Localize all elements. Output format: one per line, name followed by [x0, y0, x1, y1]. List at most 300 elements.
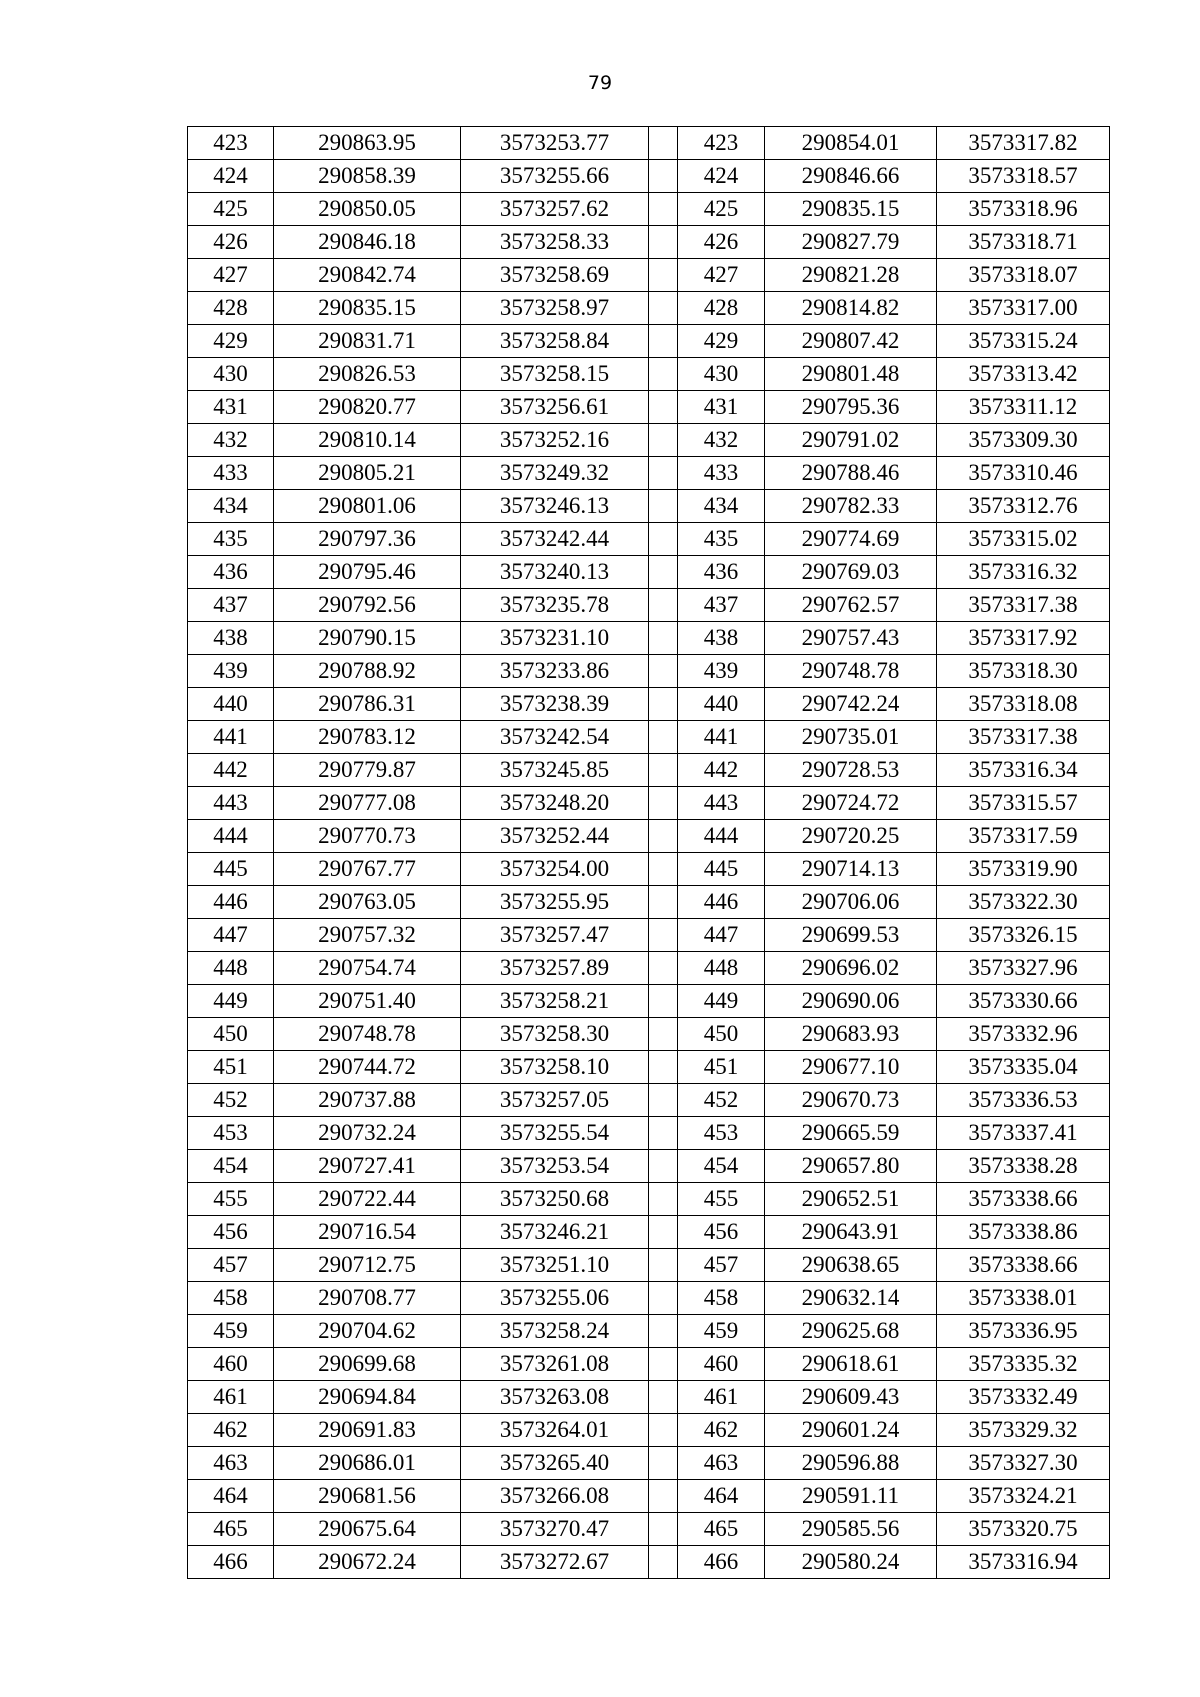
- right-point-id-cell: 439: [678, 655, 765, 688]
- left-x-coordinate-cell: 290783.12: [274, 721, 461, 754]
- left-x-coordinate-cell: 290779.87: [274, 754, 461, 787]
- right-point-id-cell: 461: [678, 1381, 765, 1414]
- table-row: [188, 424, 1110, 457]
- left-point-id-cell: 454: [188, 1150, 274, 1183]
- right-point-id-cell: 444: [678, 820, 765, 853]
- right-y-coordinate-cell: 3573316.94: [937, 1546, 1110, 1579]
- left-x-coordinate-cell: 290694.84: [274, 1381, 461, 1414]
- left-point-id-cell: 460: [188, 1348, 274, 1381]
- left-point-id-cell: 462: [188, 1414, 274, 1447]
- table-row: [188, 1480, 1110, 1513]
- right-x-coordinate-cell: 290728.53: [765, 754, 937, 787]
- right-point-id-cell: 465: [678, 1513, 765, 1546]
- table-row: [188, 688, 1110, 721]
- separator-cell: [649, 1513, 678, 1546]
- left-x-coordinate-cell: 290810.14: [274, 424, 461, 457]
- table-row: [188, 523, 1110, 556]
- right-point-id-cell: 459: [678, 1315, 765, 1348]
- right-x-coordinate-cell: 290769.03: [765, 556, 937, 589]
- left-x-coordinate-cell: 290770.73: [274, 820, 461, 853]
- right-y-coordinate-cell: 3573320.75: [937, 1513, 1110, 1546]
- right-x-coordinate-cell: 290720.25: [765, 820, 937, 853]
- table-row: [188, 358, 1110, 391]
- left-point-id-cell: 442: [188, 754, 274, 787]
- left-point-id-cell: 445: [188, 853, 274, 886]
- left-y-coordinate-cell: 3573242.54: [461, 721, 649, 754]
- table-row: [188, 490, 1110, 523]
- left-x-coordinate-cell: 290835.15: [274, 292, 461, 325]
- right-y-coordinate-cell: 3573313.42: [937, 358, 1110, 391]
- table-row: [188, 1084, 1110, 1117]
- right-y-coordinate-cell: 3573318.96: [937, 193, 1110, 226]
- left-x-coordinate-cell: 290727.41: [274, 1150, 461, 1183]
- right-x-coordinate-cell: 290657.80: [765, 1150, 937, 1183]
- left-y-coordinate-cell: 3573256.61: [461, 391, 649, 424]
- left-y-coordinate-cell: 3573257.62: [461, 193, 649, 226]
- right-point-id-cell: 447: [678, 919, 765, 952]
- right-point-id-cell: 451: [678, 1051, 765, 1084]
- table-row: [188, 1051, 1110, 1084]
- separator-cell: [649, 820, 678, 853]
- right-y-coordinate-cell: 3573332.96: [937, 1018, 1110, 1051]
- right-x-coordinate-cell: 290696.02: [765, 952, 937, 985]
- right-y-coordinate-cell: 3573317.59: [937, 820, 1110, 853]
- left-y-coordinate-cell: 3573258.15: [461, 358, 649, 391]
- right-y-coordinate-cell: 3573315.24: [937, 325, 1110, 358]
- separator-cell: [649, 1150, 678, 1183]
- table-row: [188, 1348, 1110, 1381]
- left-y-coordinate-cell: 3573257.47: [461, 919, 649, 952]
- right-point-id-cell: 443: [678, 787, 765, 820]
- left-y-coordinate-cell: 3573258.69: [461, 259, 649, 292]
- left-point-id-cell: 438: [188, 622, 274, 655]
- separator-cell: [649, 1480, 678, 1513]
- right-y-coordinate-cell: 3573311.12: [937, 391, 1110, 424]
- left-x-coordinate-cell: 290795.46: [274, 556, 461, 589]
- separator-cell: [649, 787, 678, 820]
- right-point-id-cell: 426: [678, 226, 765, 259]
- right-y-coordinate-cell: 3573319.90: [937, 853, 1110, 886]
- left-y-coordinate-cell: 3573252.16: [461, 424, 649, 457]
- left-y-coordinate-cell: 3573264.01: [461, 1414, 649, 1447]
- separator-cell: [649, 1315, 678, 1348]
- separator-cell: [649, 1216, 678, 1249]
- left-y-coordinate-cell: 3573238.39: [461, 688, 649, 721]
- left-y-coordinate-cell: 3573258.10: [461, 1051, 649, 1084]
- right-y-coordinate-cell: 3573338.86: [937, 1216, 1110, 1249]
- left-x-coordinate-cell: 290826.53: [274, 358, 461, 391]
- right-point-id-cell: 452: [678, 1084, 765, 1117]
- table-row: [188, 1315, 1110, 1348]
- separator-cell: [649, 1381, 678, 1414]
- right-y-coordinate-cell: 3573317.38: [937, 589, 1110, 622]
- left-y-coordinate-cell: 3573255.54: [461, 1117, 649, 1150]
- table-row: [188, 160, 1110, 193]
- left-y-coordinate-cell: 3573249.32: [461, 457, 649, 490]
- left-point-id-cell: 437: [188, 589, 274, 622]
- right-point-id-cell: 423: [678, 127, 765, 160]
- left-y-coordinate-cell: 3573261.08: [461, 1348, 649, 1381]
- coordinates-table: [187, 126, 1110, 1579]
- right-x-coordinate-cell: 290677.10: [765, 1051, 937, 1084]
- table-row: [188, 391, 1110, 424]
- left-y-coordinate-cell: 3573245.85: [461, 754, 649, 787]
- right-y-coordinate-cell: 3573338.28: [937, 1150, 1110, 1183]
- left-y-coordinate-cell: 3573272.67: [461, 1546, 649, 1579]
- left-x-coordinate-cell: 290846.18: [274, 226, 461, 259]
- right-x-coordinate-cell: 290846.66: [765, 160, 937, 193]
- left-x-coordinate-cell: 290858.39: [274, 160, 461, 193]
- right-x-coordinate-cell: 290748.78: [765, 655, 937, 688]
- left-x-coordinate-cell: 290737.88: [274, 1084, 461, 1117]
- table-row: [188, 226, 1110, 259]
- separator-cell: [649, 490, 678, 523]
- left-x-coordinate-cell: 290722.44: [274, 1183, 461, 1216]
- left-y-coordinate-cell: 3573255.06: [461, 1282, 649, 1315]
- table-row: [188, 1546, 1110, 1579]
- left-y-coordinate-cell: 3573265.40: [461, 1447, 649, 1480]
- left-point-id-cell: 464: [188, 1480, 274, 1513]
- right-point-id-cell: 435: [678, 523, 765, 556]
- right-y-coordinate-cell: 3573318.57: [937, 160, 1110, 193]
- left-x-coordinate-cell: 290686.01: [274, 1447, 461, 1480]
- left-point-id-cell: 425: [188, 193, 274, 226]
- right-x-coordinate-cell: 290665.59: [765, 1117, 937, 1150]
- left-y-coordinate-cell: 3573233.86: [461, 655, 649, 688]
- page-number: 79: [587, 72, 613, 94]
- right-y-coordinate-cell: 3573322.30: [937, 886, 1110, 919]
- right-x-coordinate-cell: 290854.01: [765, 127, 937, 160]
- left-y-coordinate-cell: 3573242.44: [461, 523, 649, 556]
- separator-cell: [649, 1414, 678, 1447]
- table-row: [188, 259, 1110, 292]
- right-point-id-cell: 458: [678, 1282, 765, 1315]
- left-x-coordinate-cell: 290863.95: [274, 127, 461, 160]
- left-x-coordinate-cell: 290748.78: [274, 1018, 461, 1051]
- separator-cell: [649, 391, 678, 424]
- right-y-coordinate-cell: 3573336.95: [937, 1315, 1110, 1348]
- coordinates-table-body: [188, 127, 1110, 1579]
- left-point-id-cell: 439: [188, 655, 274, 688]
- table-row: [188, 787, 1110, 820]
- left-x-coordinate-cell: 290744.72: [274, 1051, 461, 1084]
- separator-cell: [649, 1546, 678, 1579]
- separator-cell: [649, 1018, 678, 1051]
- right-y-coordinate-cell: 3573336.53: [937, 1084, 1110, 1117]
- right-x-coordinate-cell: 290795.36: [765, 391, 937, 424]
- right-x-coordinate-cell: 290782.33: [765, 490, 937, 523]
- separator-cell: [649, 523, 678, 556]
- left-point-id-cell: 434: [188, 490, 274, 523]
- left-x-coordinate-cell: 290777.08: [274, 787, 461, 820]
- left-y-coordinate-cell: 3573270.47: [461, 1513, 649, 1546]
- right-x-coordinate-cell: 290742.24: [765, 688, 937, 721]
- separator-cell: [649, 1117, 678, 1150]
- right-y-coordinate-cell: 3573338.66: [937, 1249, 1110, 1282]
- separator-cell: [649, 985, 678, 1018]
- right-point-id-cell: 433: [678, 457, 765, 490]
- table-row: [188, 1183, 1110, 1216]
- left-x-coordinate-cell: 290708.77: [274, 1282, 461, 1315]
- table-row: [188, 1117, 1110, 1150]
- table-row: [188, 919, 1110, 952]
- right-x-coordinate-cell: 290683.93: [765, 1018, 937, 1051]
- right-x-coordinate-cell: 290652.51: [765, 1183, 937, 1216]
- right-x-coordinate-cell: 290609.43: [765, 1381, 937, 1414]
- right-point-id-cell: 429: [678, 325, 765, 358]
- separator-cell: [649, 1183, 678, 1216]
- right-point-id-cell: 463: [678, 1447, 765, 1480]
- separator-cell: [649, 952, 678, 985]
- separator-cell: [649, 358, 678, 391]
- separator-cell: [649, 226, 678, 259]
- right-x-coordinate-cell: 290690.06: [765, 985, 937, 1018]
- table-row: [188, 457, 1110, 490]
- left-x-coordinate-cell: 290699.68: [274, 1348, 461, 1381]
- left-y-coordinate-cell: 3573246.21: [461, 1216, 649, 1249]
- left-point-id-cell: 447: [188, 919, 274, 952]
- right-point-id-cell: 424: [678, 160, 765, 193]
- left-x-coordinate-cell: 290801.06: [274, 490, 461, 523]
- left-y-coordinate-cell: 3573253.77: [461, 127, 649, 160]
- table-row: [188, 556, 1110, 589]
- left-point-id-cell: 453: [188, 1117, 274, 1150]
- table-row: [188, 1150, 1110, 1183]
- separator-cell: [649, 556, 678, 589]
- right-y-coordinate-cell: 3573330.66: [937, 985, 1110, 1018]
- right-x-coordinate-cell: 290801.48: [765, 358, 937, 391]
- left-x-coordinate-cell: 290681.56: [274, 1480, 461, 1513]
- left-y-coordinate-cell: 3573266.08: [461, 1480, 649, 1513]
- right-point-id-cell: 462: [678, 1414, 765, 1447]
- right-point-id-cell: 438: [678, 622, 765, 655]
- right-y-coordinate-cell: 3573317.00: [937, 292, 1110, 325]
- left-y-coordinate-cell: 3573231.10: [461, 622, 649, 655]
- right-x-coordinate-cell: 290814.82: [765, 292, 937, 325]
- right-y-coordinate-cell: 3573318.07: [937, 259, 1110, 292]
- right-x-coordinate-cell: 290714.13: [765, 853, 937, 886]
- left-x-coordinate-cell: 290786.31: [274, 688, 461, 721]
- left-point-id-cell: 432: [188, 424, 274, 457]
- right-y-coordinate-cell: 3573338.66: [937, 1183, 1110, 1216]
- left-point-id-cell: 431: [188, 391, 274, 424]
- right-y-coordinate-cell: 3573335.04: [937, 1051, 1110, 1084]
- left-point-id-cell: 450: [188, 1018, 274, 1051]
- right-x-coordinate-cell: 290670.73: [765, 1084, 937, 1117]
- left-y-coordinate-cell: 3573258.33: [461, 226, 649, 259]
- right-point-id-cell: 454: [678, 1150, 765, 1183]
- right-y-coordinate-cell: 3573309.30: [937, 424, 1110, 457]
- left-y-coordinate-cell: 3573258.84: [461, 325, 649, 358]
- left-x-coordinate-cell: 290842.74: [274, 259, 461, 292]
- right-point-id-cell: 427: [678, 259, 765, 292]
- right-point-id-cell: 450: [678, 1018, 765, 1051]
- right-x-coordinate-cell: 290724.72: [765, 787, 937, 820]
- right-x-coordinate-cell: 290827.79: [765, 226, 937, 259]
- left-y-coordinate-cell: 3573258.21: [461, 985, 649, 1018]
- separator-cell: [649, 160, 678, 193]
- left-x-coordinate-cell: 290751.40: [274, 985, 461, 1018]
- table-row: [188, 1381, 1110, 1414]
- right-y-coordinate-cell: 3573326.15: [937, 919, 1110, 952]
- right-x-coordinate-cell: 290757.43: [765, 622, 937, 655]
- table-row: [188, 820, 1110, 853]
- separator-cell: [649, 655, 678, 688]
- left-point-id-cell: 463: [188, 1447, 274, 1480]
- right-y-coordinate-cell: 3573329.32: [937, 1414, 1110, 1447]
- right-x-coordinate-cell: 290791.02: [765, 424, 937, 457]
- right-x-coordinate-cell: 290735.01: [765, 721, 937, 754]
- left-point-id-cell: 423: [188, 127, 274, 160]
- table-row: [188, 886, 1110, 919]
- right-x-coordinate-cell: 290596.88: [765, 1447, 937, 1480]
- left-point-id-cell: 435: [188, 523, 274, 556]
- left-x-coordinate-cell: 290732.24: [274, 1117, 461, 1150]
- separator-cell: [649, 754, 678, 787]
- right-point-id-cell: 431: [678, 391, 765, 424]
- table-row: [188, 1447, 1110, 1480]
- separator-cell: [649, 589, 678, 622]
- left-point-id-cell: 449: [188, 985, 274, 1018]
- left-x-coordinate-cell: 290805.21: [274, 457, 461, 490]
- left-point-id-cell: 451: [188, 1051, 274, 1084]
- table-row: [188, 1216, 1110, 1249]
- right-point-id-cell: 436: [678, 556, 765, 589]
- left-point-id-cell: 424: [188, 160, 274, 193]
- table-row: [188, 292, 1110, 325]
- left-y-coordinate-cell: 3573258.24: [461, 1315, 649, 1348]
- separator-cell: [649, 457, 678, 490]
- right-y-coordinate-cell: 3573327.96: [937, 952, 1110, 985]
- right-y-coordinate-cell: 3573317.82: [937, 127, 1110, 160]
- right-point-id-cell: 455: [678, 1183, 765, 1216]
- separator-cell: [649, 886, 678, 919]
- right-x-coordinate-cell: 290591.11: [765, 1480, 937, 1513]
- left-x-coordinate-cell: 290792.56: [274, 589, 461, 622]
- left-y-coordinate-cell: 3573263.08: [461, 1381, 649, 1414]
- right-point-id-cell: 441: [678, 721, 765, 754]
- right-y-coordinate-cell: 3573317.92: [937, 622, 1110, 655]
- separator-cell: [649, 622, 678, 655]
- left-x-coordinate-cell: 290672.24: [274, 1546, 461, 1579]
- left-point-id-cell: 459: [188, 1315, 274, 1348]
- table-row: [188, 127, 1110, 160]
- left-y-coordinate-cell: 3573257.89: [461, 952, 649, 985]
- left-point-id-cell: 461: [188, 1381, 274, 1414]
- right-x-coordinate-cell: 290580.24: [765, 1546, 937, 1579]
- left-y-coordinate-cell: 3573255.95: [461, 886, 649, 919]
- left-y-coordinate-cell: 3573258.97: [461, 292, 649, 325]
- separator-cell: [649, 919, 678, 952]
- left-x-coordinate-cell: 290754.74: [274, 952, 461, 985]
- table-row: [188, 1249, 1110, 1282]
- right-y-coordinate-cell: 3573312.76: [937, 490, 1110, 523]
- table-row: [188, 622, 1110, 655]
- separator-cell: [649, 1249, 678, 1282]
- right-point-id-cell: 430: [678, 358, 765, 391]
- right-point-id-cell: 432: [678, 424, 765, 457]
- table-row: [188, 589, 1110, 622]
- left-x-coordinate-cell: 290820.77: [274, 391, 461, 424]
- right-x-coordinate-cell: 290706.06: [765, 886, 937, 919]
- right-y-coordinate-cell: 3573310.46: [937, 457, 1110, 490]
- left-y-coordinate-cell: 3573253.54: [461, 1150, 649, 1183]
- right-point-id-cell: 434: [678, 490, 765, 523]
- right-point-id-cell: 442: [678, 754, 765, 787]
- table-row: [188, 1282, 1110, 1315]
- right-point-id-cell: 456: [678, 1216, 765, 1249]
- right-point-id-cell: 428: [678, 292, 765, 325]
- right-point-id-cell: 440: [678, 688, 765, 721]
- left-point-id-cell: 456: [188, 1216, 274, 1249]
- left-x-coordinate-cell: 290712.75: [274, 1249, 461, 1282]
- right-y-coordinate-cell: 3573318.71: [937, 226, 1110, 259]
- right-y-coordinate-cell: 3573327.30: [937, 1447, 1110, 1480]
- right-point-id-cell: 446: [678, 886, 765, 919]
- right-y-coordinate-cell: 3573318.30: [937, 655, 1110, 688]
- table-row: [188, 952, 1110, 985]
- left-point-id-cell: 465: [188, 1513, 274, 1546]
- left-point-id-cell: 444: [188, 820, 274, 853]
- left-x-coordinate-cell: 290675.64: [274, 1513, 461, 1546]
- left-y-coordinate-cell: 3573257.05: [461, 1084, 649, 1117]
- left-point-id-cell: 428: [188, 292, 274, 325]
- left-y-coordinate-cell: 3573248.20: [461, 787, 649, 820]
- right-y-coordinate-cell: 3573316.34: [937, 754, 1110, 787]
- right-y-coordinate-cell: 3573317.38: [937, 721, 1110, 754]
- separator-cell: [649, 1348, 678, 1381]
- separator-cell: [649, 259, 678, 292]
- left-point-id-cell: 446: [188, 886, 274, 919]
- left-point-id-cell: 436: [188, 556, 274, 589]
- separator-cell: [649, 325, 678, 358]
- right-y-coordinate-cell: 3573337.41: [937, 1117, 1110, 1150]
- left-point-id-cell: 458: [188, 1282, 274, 1315]
- right-x-coordinate-cell: 290601.24: [765, 1414, 937, 1447]
- left-x-coordinate-cell: 290790.15: [274, 622, 461, 655]
- table-row: [188, 1414, 1110, 1447]
- left-x-coordinate-cell: 290767.77: [274, 853, 461, 886]
- table-row: [188, 325, 1110, 358]
- left-point-id-cell: 429: [188, 325, 274, 358]
- right-y-coordinate-cell: 3573338.01: [937, 1282, 1110, 1315]
- left-point-id-cell: 452: [188, 1084, 274, 1117]
- left-x-coordinate-cell: 290691.83: [274, 1414, 461, 1447]
- right-point-id-cell: 453: [678, 1117, 765, 1150]
- table-row: [188, 1018, 1110, 1051]
- right-x-coordinate-cell: 290807.42: [765, 325, 937, 358]
- right-x-coordinate-cell: 290585.56: [765, 1513, 937, 1546]
- left-y-coordinate-cell: 3573246.13: [461, 490, 649, 523]
- left-y-coordinate-cell: 3573235.78: [461, 589, 649, 622]
- right-x-coordinate-cell: 290821.28: [765, 259, 937, 292]
- table-row: [188, 754, 1110, 787]
- right-point-id-cell: 449: [678, 985, 765, 1018]
- left-point-id-cell: 443: [188, 787, 274, 820]
- right-y-coordinate-cell: 3573315.57: [937, 787, 1110, 820]
- right-x-coordinate-cell: 290632.14: [765, 1282, 937, 1315]
- table-row: [188, 1513, 1110, 1546]
- right-x-coordinate-cell: 290643.91: [765, 1216, 937, 1249]
- table-row: [188, 985, 1110, 1018]
- separator-cell: [649, 688, 678, 721]
- left-point-id-cell: 455: [188, 1183, 274, 1216]
- right-x-coordinate-cell: 290625.68: [765, 1315, 937, 1348]
- right-point-id-cell: 466: [678, 1546, 765, 1579]
- separator-cell: [649, 1447, 678, 1480]
- right-y-coordinate-cell: 3573316.32: [937, 556, 1110, 589]
- table-row: [188, 721, 1110, 754]
